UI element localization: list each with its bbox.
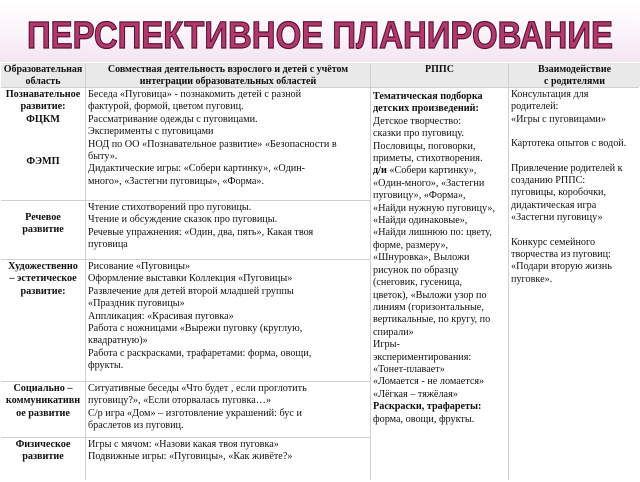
- activity-line: Игры с мячом: «Назови какая твоя пуговка»: [88, 439, 279, 450]
- area-line: ФЭМП: [26, 156, 60, 168]
- rpps-line: Пословицы, поговорки,: [373, 140, 476, 152]
- page-title: ПЕРСПЕКТИВНОЕ ПЛАНИРОВАНИЕ: [27, 15, 613, 57]
- activity-line: фактурой, формой, цветом пуговиц.: [88, 101, 244, 113]
- parents-line: творчества из пуговиц:: [511, 249, 611, 261]
- rpps-line: «Найди нужную пуговицу»,: [373, 202, 496, 214]
- activity-line: фрукты.: [88, 360, 124, 372]
- activity-line: пуговица: [88, 239, 128, 251]
- parents-line: «Застегни пуговицу»: [511, 212, 603, 224]
- rpps-column: [371, 88, 508, 482]
- activity-social: [86, 382, 370, 437]
- rpps-heading: Тематическая подборка: [373, 91, 483, 102]
- activity-line: Речевые упражнения: «Один, два, пять», Какая твоя: [88, 226, 314, 238]
- activity-line: Эксперименты с пуговицами: [88, 126, 214, 138]
- parents-line: пуговке».: [511, 273, 553, 285]
- rpps-games-label: д/и: [373, 165, 387, 177]
- activity-line: Беседа «Пуговица» - познакомить детей с разной: [88, 89, 302, 100]
- parents-line: пуговицы, коробочки,: [511, 187, 607, 199]
- page-title-graphic: [0, 0, 640, 62]
- parents-line: дидактическая игра: [511, 199, 597, 211]
- area-speech: [1, 201, 85, 259]
- activity-line: Развлечение для детей второй младшей группы: [88, 285, 294, 297]
- area-line: ое развитие: [16, 407, 70, 419]
- parents-column: [509, 88, 640, 482]
- header-area: [1, 63, 85, 87]
- area-line: Художественно: [8, 261, 78, 272]
- area-physical: [1, 438, 85, 482]
- parents-line: «Игры с пуговицами»: [511, 113, 606, 125]
- activity-line: Оформление выставки Коллекция «Пуговицы»: [88, 273, 293, 285]
- activity-line: много», «Застегни пуговицы», «Форма».: [88, 175, 265, 187]
- rpps-line: экспериментирования:: [373, 351, 472, 363]
- activity-line: Подвижные игры: «Пуговицы», «Как живёте?»: [88, 451, 293, 463]
- rpps-line: Игры-: [373, 339, 400, 351]
- activity-line: Рассматривание одежды с пуговицами.: [88, 113, 258, 125]
- title-banner: [0, 0, 640, 62]
- activity-line: Рисование «Пуговицы»: [88, 261, 191, 272]
- activity-line: Ситуативные беседы «Что будет , если проглотить: [88, 383, 307, 394]
- rpps-line: линиям (горизонтальные,: [373, 301, 484, 313]
- rpps-line: «Один-много», «Застегни: [373, 177, 485, 189]
- rpps-line: рисунок по образцу: [373, 264, 459, 276]
- parents-line: Картотека опытов с водой.: [511, 138, 627, 150]
- rpps-line: форма, овощи, фрукты.: [373, 413, 475, 425]
- activity-line: браслетов из пуговиц.: [88, 420, 184, 432]
- rpps-line: вертикальные, по кругу, по: [373, 314, 491, 326]
- rpps-line: (снеговик, гусеница,: [373, 277, 463, 289]
- area-line: ФЦКМ: [26, 113, 60, 125]
- rpps-line: «Ломается - не ломается»: [373, 376, 485, 388]
- rpps-line: «Найди одинаковые»,: [373, 215, 468, 227]
- rpps-coloring-label: Раскраски, трафареты:: [373, 401, 482, 413]
- rpps-line: форме, размеру»,: [373, 239, 449, 251]
- area-cognitive: [1, 88, 85, 200]
- header-parents: [509, 63, 640, 87]
- parents-line: Привлечение родителей к: [511, 162, 623, 174]
- rpps-line: цветок), «Выложи узор по: [373, 289, 487, 301]
- header-parents-line: Взаимодействие: [537, 64, 612, 75]
- area-line: Познавательное развитие:: [5, 89, 81, 113]
- parents-line: Консультация для: [511, 89, 589, 100]
- rpps-heading: детских произведений:: [373, 103, 479, 115]
- area-line: – эстетическое: [9, 273, 77, 285]
- area-line: развитие: [22, 451, 64, 463]
- parents-line: родителей:: [511, 101, 559, 113]
- header-joint-activity: [86, 63, 370, 87]
- activity-cognitive: [86, 88, 370, 200]
- area-artistic: [1, 260, 85, 381]
- rpps-line: сказки про пуговицу.: [373, 128, 464, 140]
- area-line: развитие:: [20, 285, 66, 297]
- activity-artistic: [86, 260, 370, 381]
- rpps-line: «Найди лишнюю по: цвету,: [373, 227, 492, 239]
- header-parents-line: с родителями: [544, 76, 605, 87]
- planning-table: [1, 63, 639, 480]
- header-joint-text: Совместная деятельность взрослого и детей с учётом интеграции образовательных областей: [107, 64, 349, 87]
- area-line: Социально –: [13, 383, 73, 394]
- area-line: развитие: [22, 224, 64, 236]
- area-line: коммуникативн: [5, 395, 81, 407]
- rpps-line: «Шнуровка», Выложи: [373, 252, 470, 264]
- activity-line: пуговицу?», «Если оторвалась пуговка…»: [88, 395, 272, 407]
- rpps-line: «Собери картинку»,: [386, 165, 477, 177]
- rpps-line: спирали»: [373, 326, 414, 338]
- activity-line: Работа с раскрасками, трафаретами: форма, овощи,: [88, 347, 312, 359]
- rpps-line: «Лёгкая – тяжёлая»: [373, 388, 458, 400]
- header-area-text: Образовательная область: [3, 64, 83, 87]
- area-social: [1, 382, 85, 437]
- area-line: Физическое: [15, 439, 71, 450]
- activity-line: Работа с ножницами «Вырежи пуговку (круглую,: [88, 323, 303, 335]
- rpps-line: «Тонет-плавает»: [373, 363, 445, 375]
- parents-line: Конкурс семейного: [511, 236, 596, 248]
- activity-line: С/р игра «Дом» – изготовление украшений: бус и: [88, 407, 302, 419]
- parents-line: «Подари вторую жизнь: [511, 261, 612, 273]
- activity-speech: [86, 201, 370, 259]
- rpps-line: Детское творчество:: [373, 115, 462, 127]
- area-line: Речевое: [25, 212, 61, 223]
- header-rpps-text: РППС: [425, 64, 454, 75]
- activity-physical: [86, 438, 370, 482]
- rpps-line: приметы, стихотворения.: [373, 153, 483, 165]
- header-rpps: [371, 63, 508, 87]
- activity-line: квадратную)»: [88, 335, 148, 347]
- parents-line: созданию РППС:: [511, 175, 586, 187]
- activity-line: Дидактические игры: «Собери картинку», «Один-: [88, 163, 306, 175]
- activity-line: «Праздник пуговицы»: [88, 298, 185, 310]
- activity-line: Аппликация: «Красивая пуговка»: [88, 310, 234, 322]
- rpps-line: пуговицу», «Форма»,: [373, 190, 466, 202]
- activity-line: НОД по ОО «Познавательное развитие» «Безопасности в: [88, 138, 337, 150]
- activity-line: Чтение стихотворений про пуговицы.: [88, 202, 252, 213]
- activity-line: быту».: [88, 151, 118, 163]
- activity-line: Чтение и обсуждение сказок про пуговицы.: [88, 214, 278, 226]
